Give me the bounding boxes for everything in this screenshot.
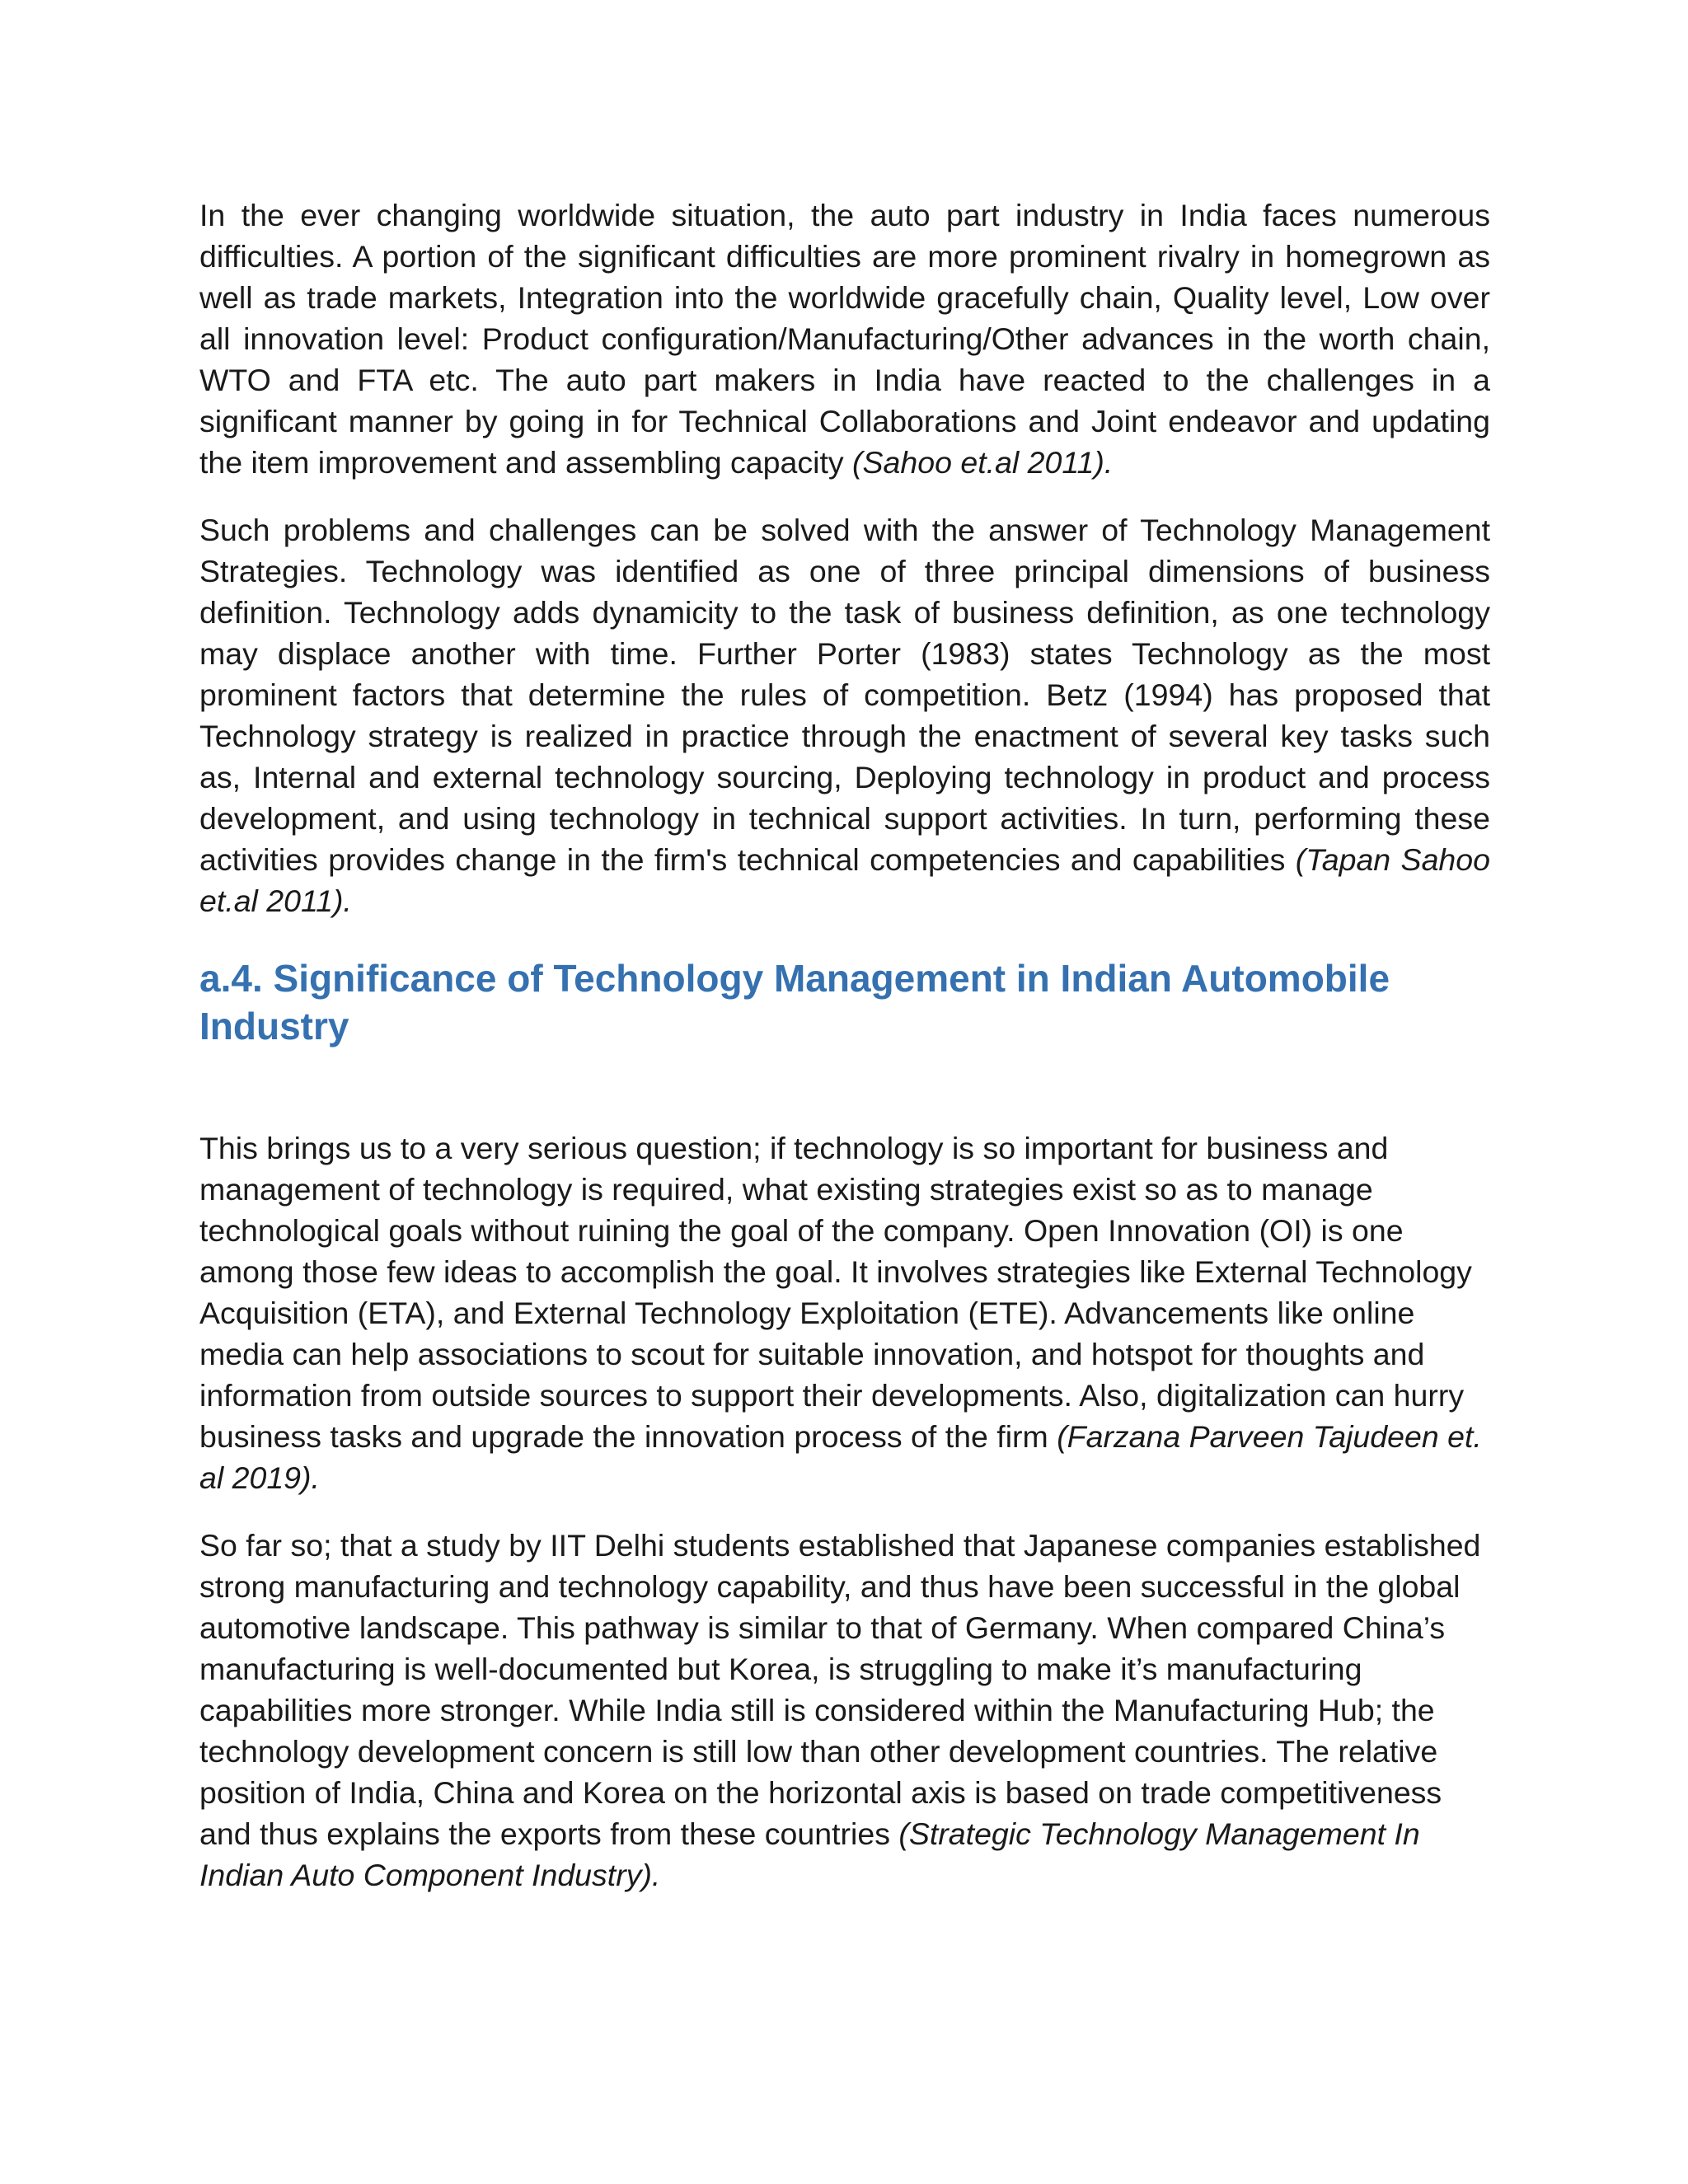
paragraph-text: In the ever changing worldwide situation, the auto part industry in India faces numerous difficulties. A portion of the significant difficulties are more prominent rivalry in homegrown as well as trade markets, Integration into the worldwide gracefully chain, Quality level, Low over all innovation level: Product configuration/Manufacturing/Other advances in the worth chain, WTO and FTA etc. The auto part makers in India have reacted to the challenges in a significant manner by going in for Technical Collaborations and Joint endeavor and updating the item improvement and assembling capacity bbox=[199, 198, 1490, 480]
section-heading: a.4. Significance of Technology Management in Indian Automobile Industry bbox=[199, 957, 1390, 1047]
citation: (Strategic Technology Management In Indian Auto Component Industry). bbox=[199, 1816, 1420, 1892]
citation: (Sahoo et.al 2011). bbox=[852, 445, 1114, 480]
paragraph-open-innovation bbox=[199, 1127, 1485, 1498]
citation: (Tapan Sahoo et.al 2011). bbox=[199, 842, 1490, 918]
paragraph-text: This brings us to a very serious question; if technology is so important for business and management of technology is required, what existing strategies exist so as to manage technological goals without ruining the goal of the company. Open Innovation (OI) is one among those few ideas to accomplish the goal. It involves strategies like External Technology Acquisition (ETA), and External Technology Exploitation (ETE). Advancements like online media can help associations to scout for suitable innovation, and hotspot for thoughts and information from outside sources to support their developments. Also, digitalization can hurry business tasks and upgrade the innovation process of the firm bbox=[199, 1131, 1472, 1454]
paragraph-auto-part-difficulties bbox=[199, 194, 1490, 483]
paragraph-text: Such problems and challenges can be solved with the answer of Technology Management Strategies. Technology was identified as one of three principal dimensions of business definition. Technology adds dynamicity to the task of business definition, as one technology may displace another with time. Further Porter (1983) states Technology as the most prominent factors that determine the rules of competition. Betz (1994) has proposed that Technology strategy is realized in practice through the enactment of several key tasks such as, Internal and external technology sourcing, Deploying technology in product and process development, and using technology in technical support activities. In turn, performing these activities provides change in the firm's technical competencies and capabilities bbox=[199, 513, 1490, 877]
paragraph-text: So far so; that a study by IIT Delhi students established that Japanese companies established strong manufacturing and technology capability, and thus have been successful in the global automotive landscape. This pathway is similar to that of Germany. When compared China’s manufacturing is well-documented but Korea, is struggling to make it’s manufacturing capabilities more stronger. While India still is considered within the Manufacturing Hub; the technology development concern is still low than other development countries. The relative position of India, China and Korea on the horizontal axis is based on trade competitiveness and thus explains the exports from these countries bbox=[199, 1528, 1481, 1851]
paragraph-iit-delhi-study bbox=[199, 1525, 1485, 1896]
document-page bbox=[199, 194, 1490, 1896]
paragraph-technology-strategies bbox=[199, 509, 1490, 921]
citation: (Farzana Parveen Tajudeen et. al 2019). bbox=[199, 1419, 1482, 1495]
